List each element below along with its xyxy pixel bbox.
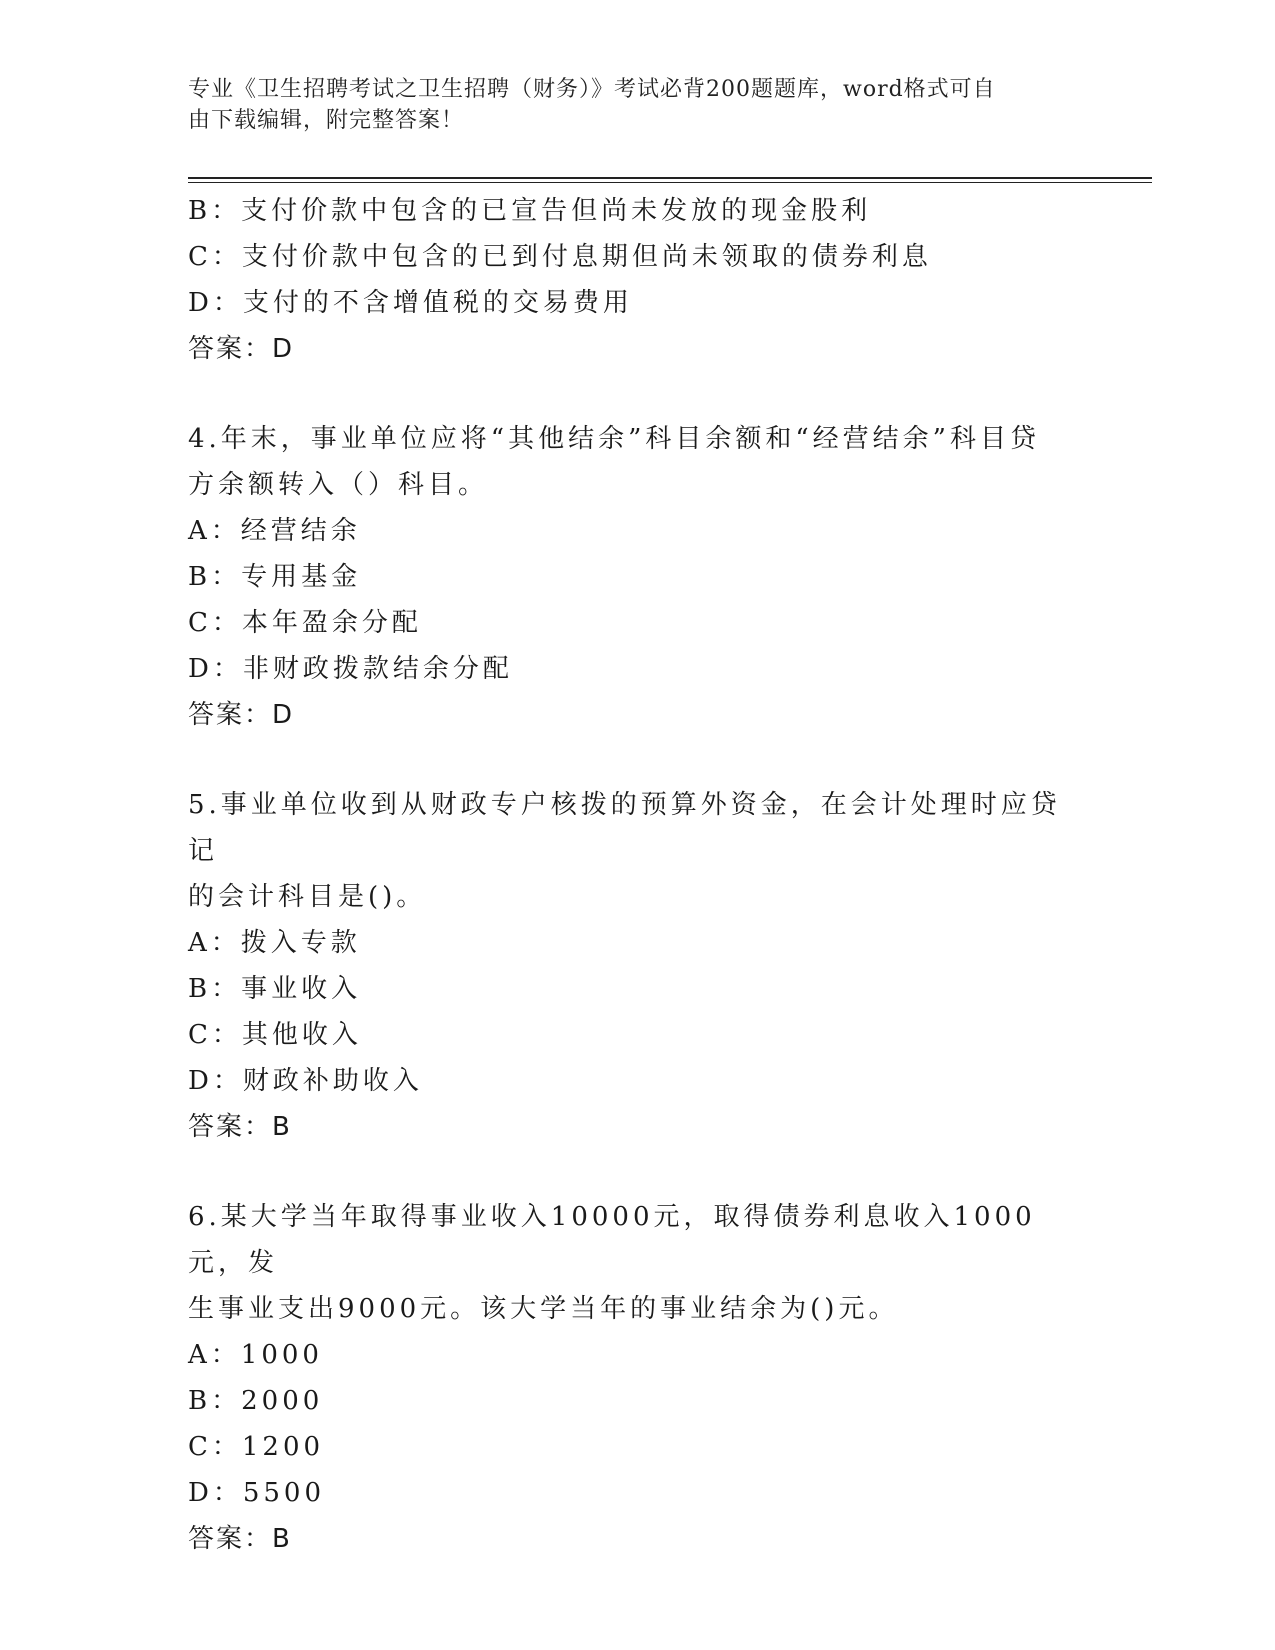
question-list — [188, 188, 1088, 1562]
option-d: D：财政补助收入 — [188, 1066, 423, 1096]
header-line-1: 专业《卫生招聘考试之卫生招聘（财务）》考试必背200题题库，word格式可自 — [188, 77, 996, 102]
option-b: B：2000 — [188, 1386, 324, 1416]
option-c: C：1200 — [188, 1432, 325, 1462]
question-6 — [188, 1194, 1088, 1562]
option-b: B：支付价款中包含的已宣告但尚未发放的现金股利 — [188, 196, 872, 226]
answer-line: 答案：D — [188, 700, 295, 730]
header-divider-thin — [188, 182, 1152, 183]
option-b: B：事业收入 — [188, 974, 362, 1004]
option-c: C：其他收入 — [188, 1020, 362, 1050]
question-stem-line-2: 方余额转入（）科目。 — [188, 470, 489, 500]
header-divider-thick — [188, 177, 1152, 179]
question-stem-line-2: 的会计科目是()。 — [188, 882, 427, 912]
option-a: A：拨入专款 — [188, 928, 361, 958]
question-5 — [188, 782, 1088, 1150]
document-header — [188, 74, 1068, 136]
answer-line: 答案：B — [188, 1112, 292, 1142]
question-stem-line-1: 6.某大学当年取得事业收入10000元，取得债券利息收入1000元，发 — [188, 1202, 1036, 1278]
option-d: D：5500 — [188, 1478, 326, 1508]
option-c: C：本年盈余分配 — [188, 608, 422, 638]
answer-line: 答案：D — [188, 334, 295, 364]
option-b: B：专用基金 — [188, 562, 362, 592]
option-c: C：支付价款中包含的已到付息期但尚未领取的债券利息 — [188, 242, 932, 272]
header-line-2: 由下载编辑，附完整答案！ — [188, 108, 465, 133]
spacer — [188, 1150, 1088, 1194]
question-stem-line-1: 5.事业单位收到从财政专户核拨的预算外资金，在会计处理时应贷记 — [188, 790, 1061, 866]
question-4 — [188, 416, 1088, 738]
option-d: D：支付的不含增值税的交易费用 — [188, 288, 633, 318]
question-stem-line-1: 4.年末，事业单位应将“其他结余”科目余额和“经营结余”科目贷 — [188, 424, 1040, 454]
spacer — [188, 372, 1088, 416]
option-a: A：经营结余 — [188, 516, 361, 546]
option-d: D：非财政拨款结余分配 — [188, 654, 513, 684]
question-3-tail — [188, 188, 1088, 372]
option-a: A：1000 — [188, 1340, 323, 1370]
spacer — [188, 738, 1088, 782]
question-stem-line-2: 生事业支出9000元。该大学当年的事业结余为()元。 — [188, 1294, 899, 1324]
answer-line: 答案：B — [188, 1524, 292, 1554]
